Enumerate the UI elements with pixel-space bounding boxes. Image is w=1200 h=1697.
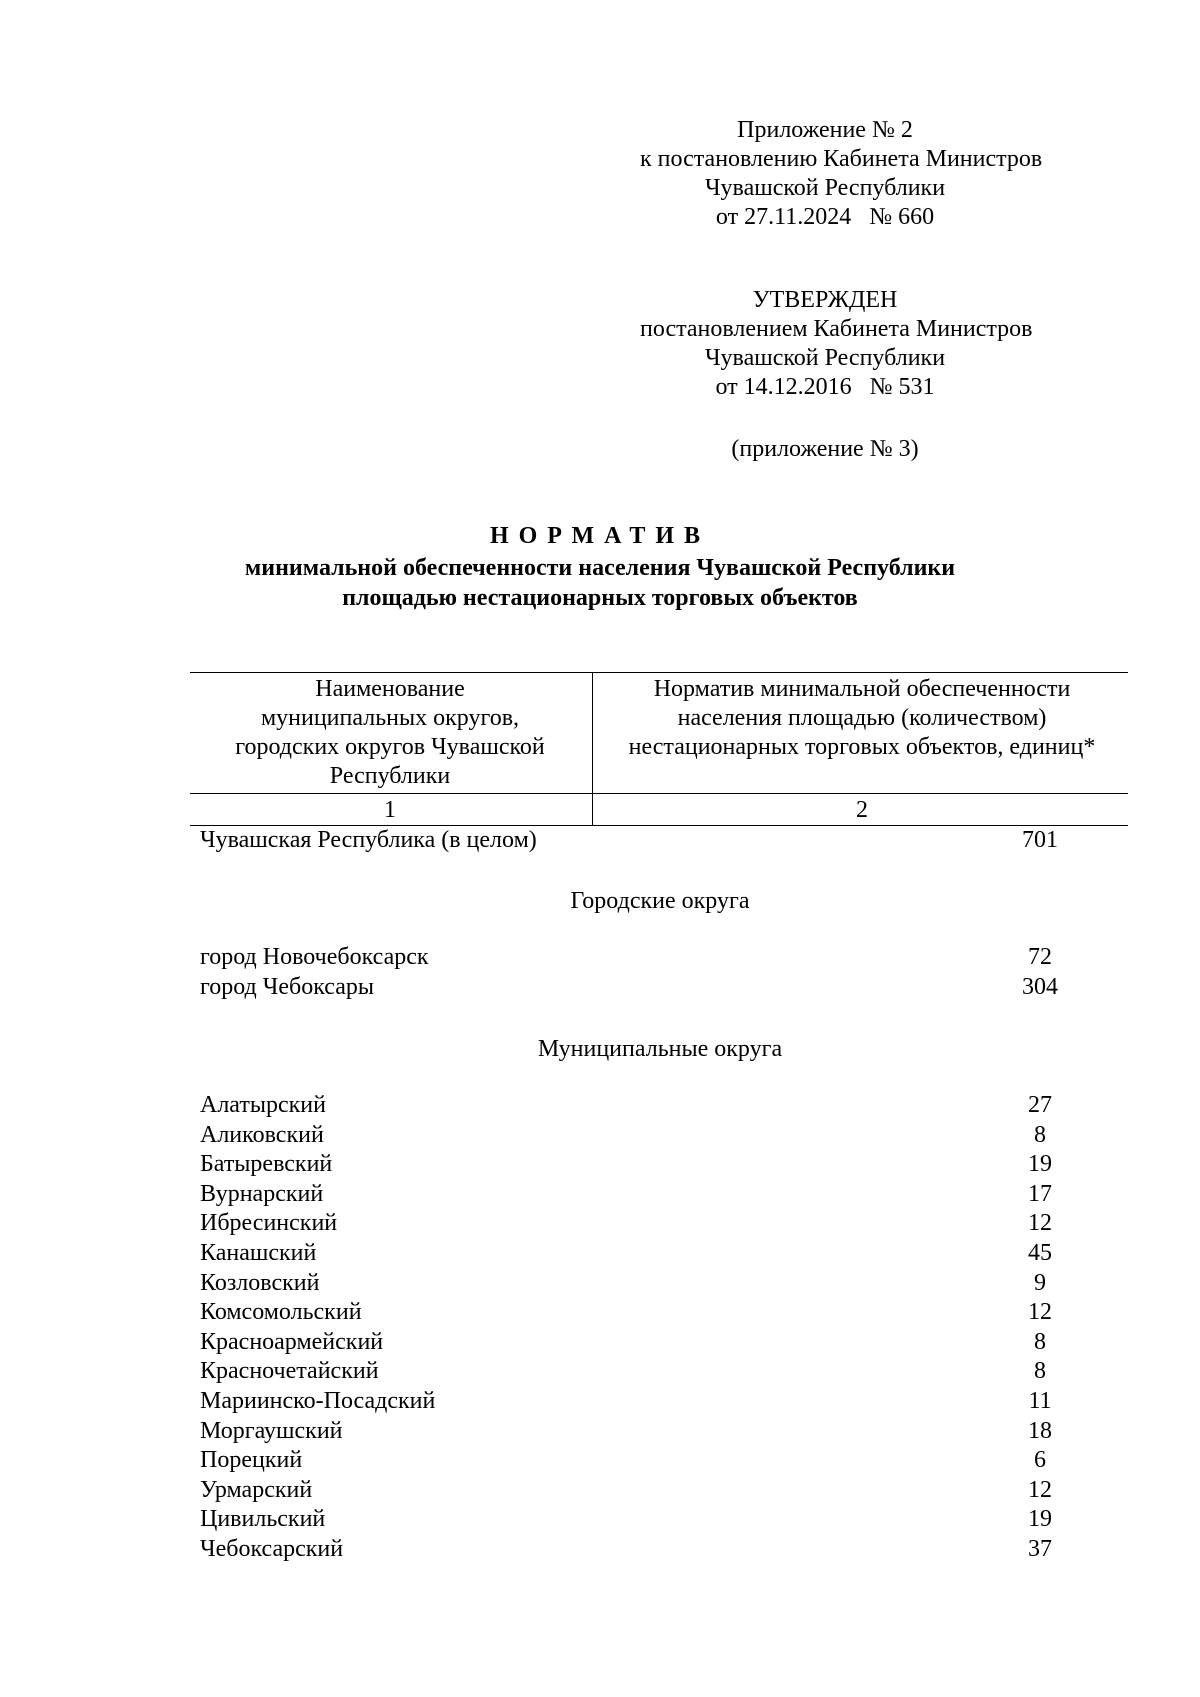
row-name: Вурнарский	[200, 1180, 324, 1207]
table-row	[200, 1357, 1060, 1386]
row-name: Цивильский	[200, 1506, 326, 1533]
row-value: 12	[1028, 1210, 1052, 1237]
row-name: Урмарский	[200, 1476, 313, 1503]
section-heading-municipal: Муниципальные округа	[537, 1036, 783, 1062]
table-row	[200, 1091, 1060, 1120]
section-heading-urban: Городские округа	[570, 888, 750, 914]
row-name: Красночетайский	[200, 1358, 379, 1385]
table-row	[200, 1209, 1060, 1238]
row-value: 8	[1034, 1358, 1046, 1385]
row-value: 701	[1022, 827, 1058, 853]
row-value: 304	[1022, 973, 1058, 1000]
row-name: Алатырский	[200, 1092, 326, 1118]
row-name: Батыревский	[200, 1151, 333, 1178]
appendix-note: (приложение № 3)	[731, 436, 919, 462]
table-row	[200, 1239, 1060, 1268]
table-row	[200, 1328, 1060, 1357]
header-line: Норматив минимальной обеспеченности	[653, 676, 1071, 702]
table-row	[200, 973, 1060, 1002]
row-value: 12	[1028, 1476, 1052, 1503]
table-row	[200, 1505, 1060, 1534]
row-value: 27	[1028, 1092, 1052, 1118]
row-name: Красноармейский	[200, 1328, 384, 1355]
table-column-divider	[592, 793, 593, 825]
row-name: Моргаушский	[200, 1417, 343, 1444]
row-value: 9	[1034, 1269, 1046, 1296]
document-title: НОРМАТИВ	[489, 523, 711, 549]
annex-reference	[640, 116, 1043, 232]
table-top-rule	[190, 672, 1128, 673]
header-line: Республики	[329, 763, 451, 789]
table-column-divider	[592, 672, 593, 793]
table-header-rule	[190, 793, 1128, 794]
header-line: Наименование	[315, 676, 465, 702]
row-value: 6	[1034, 1447, 1046, 1474]
column-number: 1	[384, 797, 396, 823]
annex-line: от 27.11.2024 № 660	[715, 204, 935, 230]
table-row	[200, 1417, 1060, 1446]
document-subtitle: площадью нестационарных торговых объектов	[342, 585, 858, 611]
table-row	[200, 1150, 1060, 1179]
row-value: 37	[1028, 1536, 1052, 1562]
row-name: город Чебоксары	[200, 973, 375, 1000]
table-row	[200, 1121, 1060, 1150]
row-value: 12	[1028, 1299, 1052, 1326]
row-name: Канашский	[200, 1240, 317, 1266]
table-row	[200, 1387, 1060, 1416]
row-name: Чебоксарский	[200, 1536, 344, 1562]
header-line: нестационарных торговых объектов, единиц*	[628, 734, 1096, 760]
row-value: 11	[1028, 1388, 1052, 1414]
column-number: 2	[856, 797, 868, 823]
row-name: Чувашская Республика (в целом)	[200, 827, 537, 853]
row-name: Ибресинский	[200, 1210, 338, 1237]
header-line: муниципальных округов,	[260, 705, 520, 731]
row-value: 8	[1034, 1328, 1046, 1355]
table-row	[200, 1269, 1060, 1298]
table-row	[200, 943, 1060, 972]
row-name: Комсомольский	[200, 1299, 362, 1326]
approved-line: УТВЕРЖДЕН	[752, 287, 898, 313]
table-row-total	[200, 826, 1060, 855]
approved-line: постановлением Кабинета Министров	[640, 316, 1033, 342]
row-value: 45	[1028, 1240, 1052, 1266]
table-row	[200, 1298, 1060, 1327]
table-header-name	[190, 675, 590, 791]
row-name: город Новочебоксарск	[200, 944, 429, 970]
table-row	[200, 1476, 1060, 1505]
row-value: 8	[1034, 1121, 1046, 1148]
table-row	[200, 1446, 1060, 1475]
row-value: 72	[1028, 944, 1052, 970]
row-name: Аликовский	[200, 1121, 324, 1148]
row-value: 19	[1028, 1506, 1052, 1533]
header-line: населения площадью (количеством)	[677, 705, 1047, 731]
annex-line: Приложение № 2	[737, 117, 913, 143]
header-line: городских округов Чувашской	[235, 734, 545, 760]
row-value: 17	[1028, 1180, 1052, 1207]
annex-line: Чувашской Республики	[704, 175, 946, 201]
approved-line: от 14.12.2016 № 531	[715, 374, 935, 400]
row-value: 19	[1028, 1151, 1052, 1178]
table-row	[200, 1535, 1060, 1564]
table-row	[200, 1180, 1060, 1209]
row-name: Мариинско-Посадский	[200, 1388, 436, 1414]
approved-line: Чувашской Республики	[704, 345, 946, 371]
row-name: Козловский	[200, 1269, 320, 1296]
table-header-norm	[596, 675, 1128, 762]
row-value: 18	[1028, 1417, 1052, 1444]
row-name: Порецкий	[200, 1447, 303, 1474]
annex-line: к постановлению Кабинета Министров	[640, 146, 1043, 172]
document-subtitle: минимальной обеспеченности населения Чувашской Республики	[244, 555, 956, 581]
approval-stamp	[640, 286, 1033, 402]
